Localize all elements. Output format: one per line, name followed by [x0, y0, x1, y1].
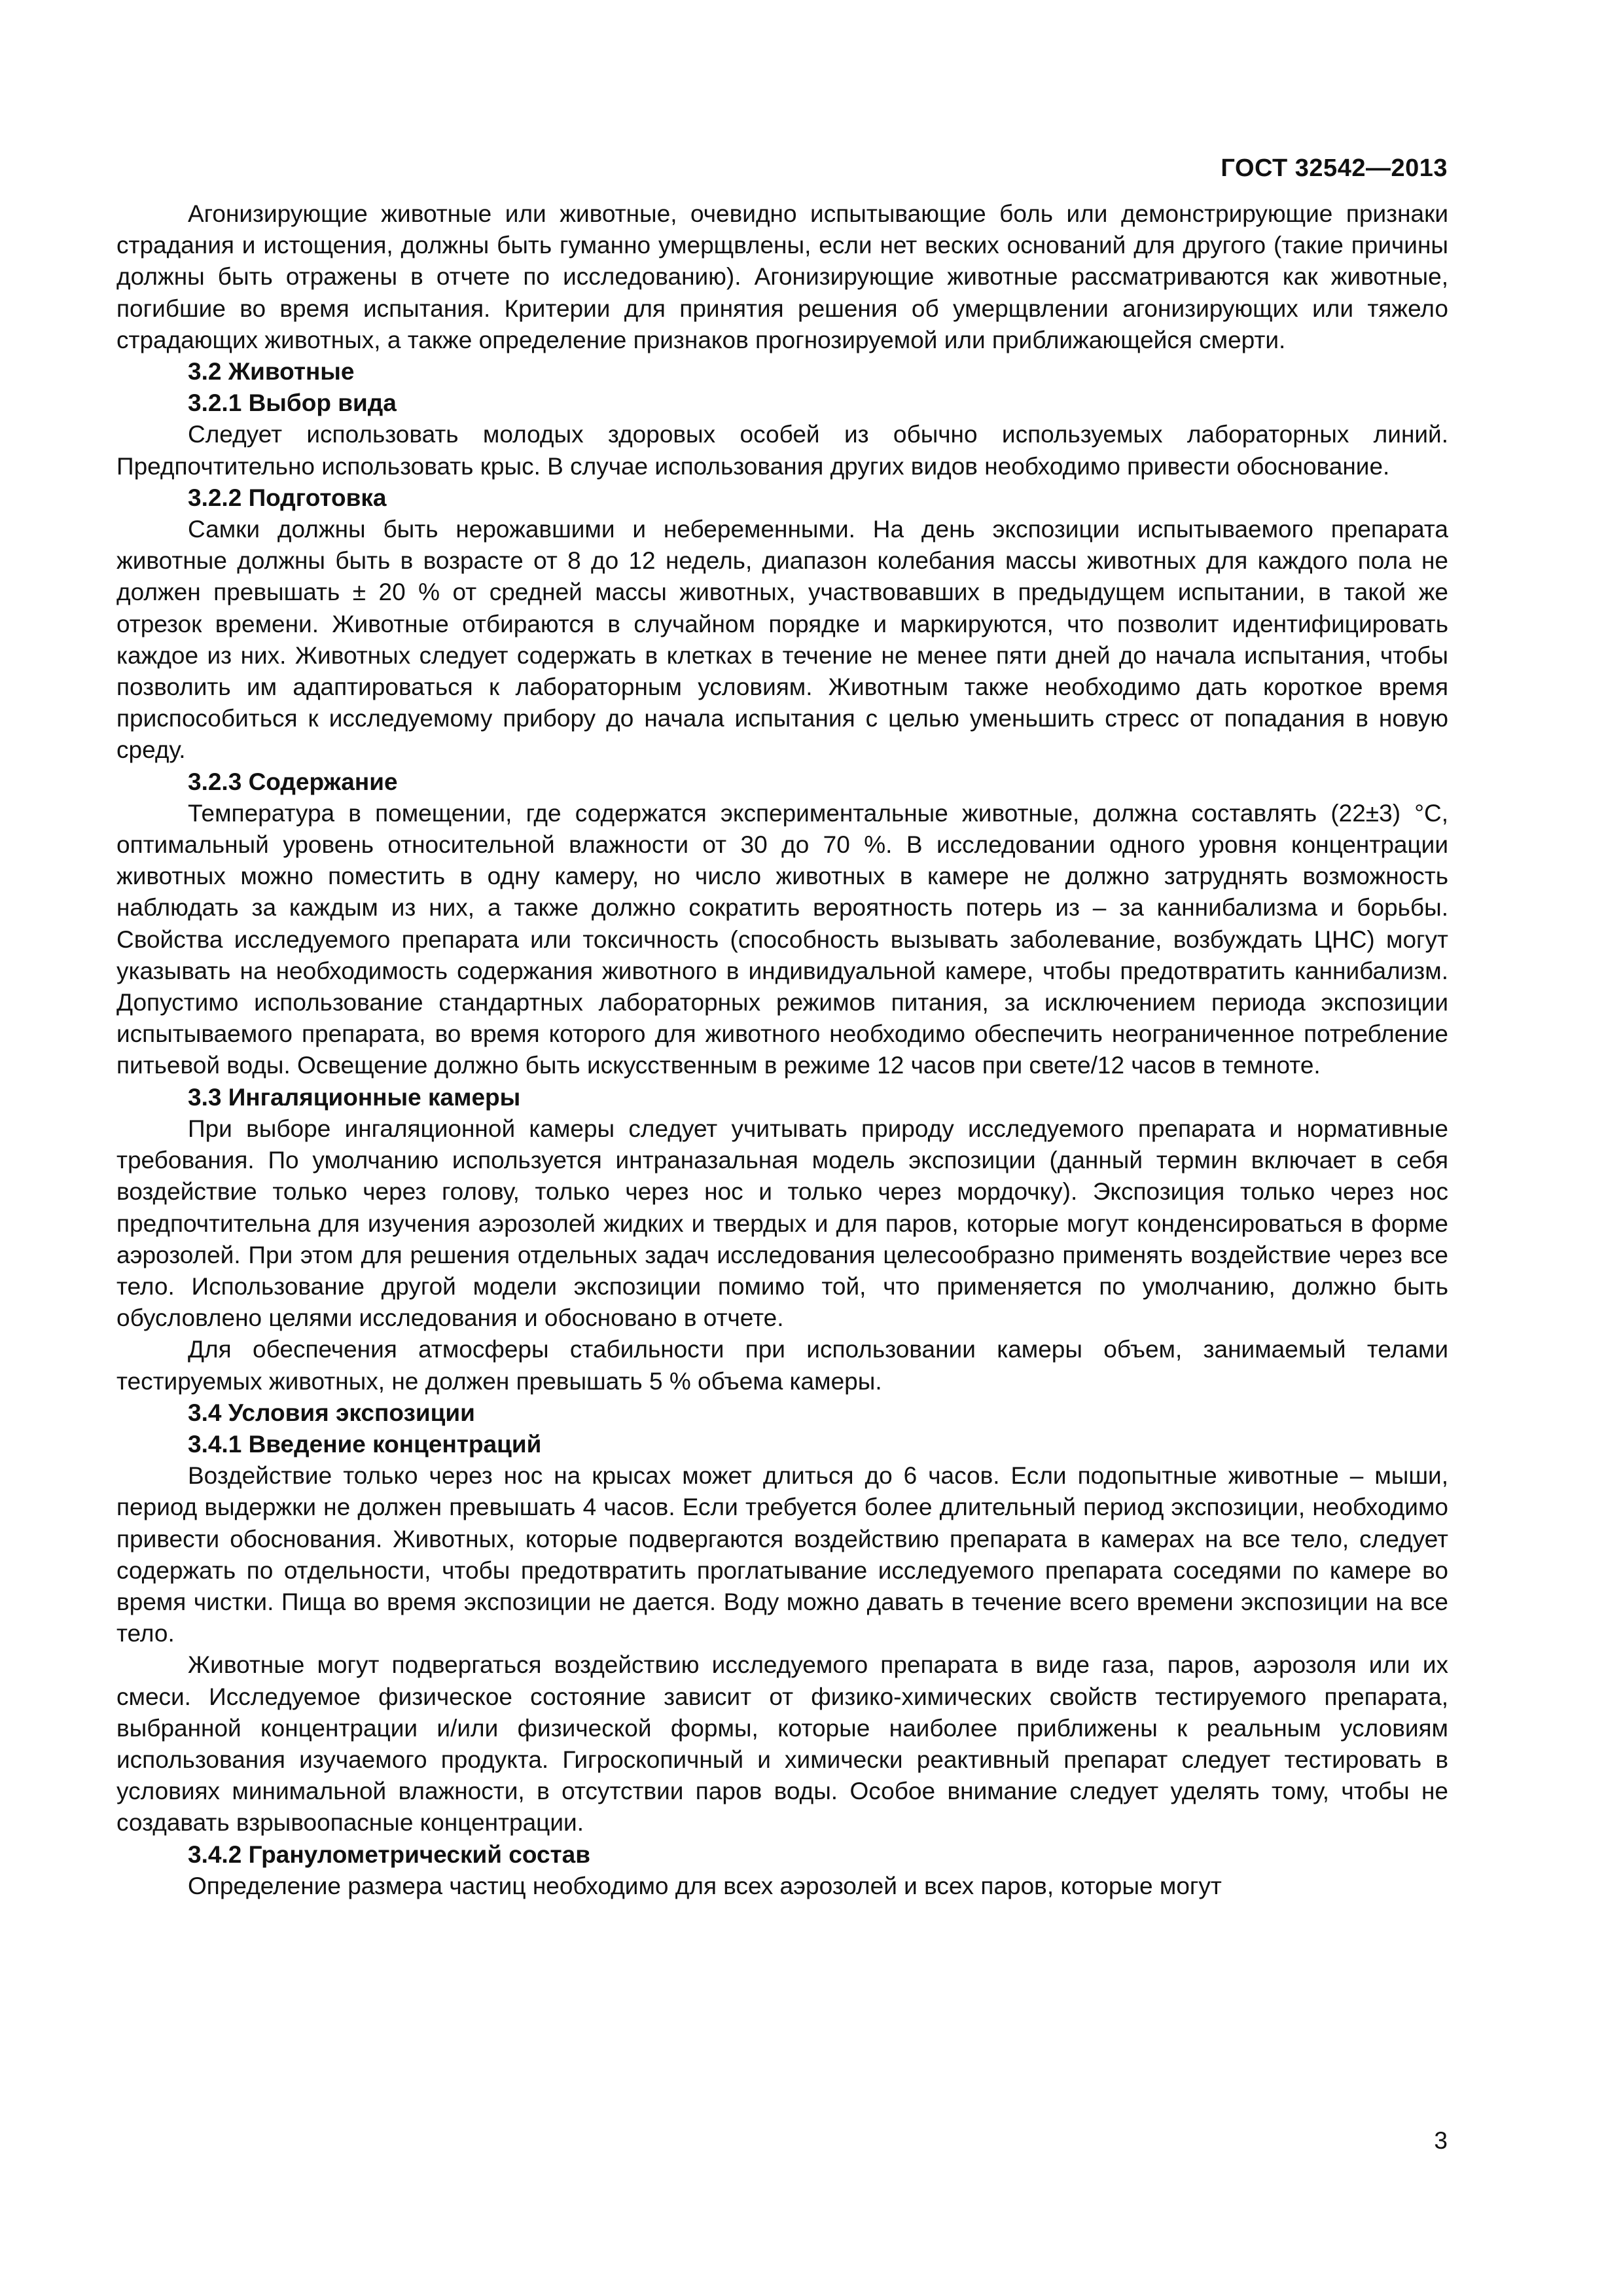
paragraph-3-4-1-a: Воздействие только через нос на крысах может длиться до 6 часов. Если подопытные животные – мыши, период выдержки не должен превышать 4 часов. Если требуется более длительный период экспозиции, необходимо привести обоснования. Животных, которые подвергаются воздействию препарата в камерах на все тело, следует содержать по отдельности, чтобы предотвратить проглатывание исследуемого препарата соседями по камере во время чистки. Пища во время экспозиции не дается. Воду можно давать в течение всего времени экспозиции на все тело. — [116, 1462, 1448, 1647]
paragraph-3-3-b: Для обеспечения атмосферы стабильности при использовании камеры объем, занимаемый телами тестируемых животных, не должен превышать 5 % объема камеры. — [116, 1336, 1448, 1395]
section-heading-3-2: 3.2 Животные — [188, 358, 355, 386]
paragraph-intro: Агонизирующие животные или животные, очевидно испытывающие боль или демонстрирующие признаки страдания и истощения, должны быть гуманно умерщвлены, если нет веских оснований для другого (такие причины должны быть отражены в отчете по исследованию). Агонизирующие животные рассматриваются как животные, погибшие во время испытания. Критерии для принятия решения об умерщвлении агонизирующих или тяжело страдающих животных, а также определение признаков прогнозируемой или приближающейся смерти. — [116, 200, 1448, 353]
section-heading-3-2-2: 3.2.2 Подготовка — [188, 484, 387, 511]
section-heading-3-2-3: 3.2.3 Содержание — [188, 768, 398, 795]
paragraph-3-2-3: Температура в помещении, где содержатся экспериментальные животные, должна составлять (22±3) °С, оптимальный уровень относительной влажности от 30 до 70 %. В исследовании одного уровня концентрации животных можно поместить в одну камеру, но число животных в камере не должно затруднять возможность наблюдать за каждым из них, а также должно сократить вероятность потерь из – за каннибализма и борьбы. Свойства исследуемого препарата или токсичность (способность вызывать заболевание, возбуждать ЦНС) могут указывать на необходимость содержания животного в индивидуальной камере, чтобы предотвратить каннибализм. Допустимо использование стандартных лабораторных режимов питания, за исключением периода экспозиции испытываемого препарата, во время которого для животного необходимо обеспечить неограниченное потребление питьевой воды. Освещение должно быть искусственным в режиме 12 часов при свете/12 часов в темноте. — [116, 799, 1448, 1079]
standard-header: ГОСТ 32542—2013 — [1221, 154, 1448, 182]
paragraph-3-3-a: При выборе ингаляционной камеры следует учитывать природу исследуемого препарата и нормативные требования. По умолчанию используется интраназальная модель экспозиции (данный термин включает в себя воздействие только через голову, только через нос и только через мордочку). Экспозиция только через нос предпочтительна для изучения аэрозолей жидких и твердых и для паров, которые могут конденсироваться в форме аэрозолей. При этом для решения отдельных задач исследования целесообразно применять воздействие через все тело. Использование другой модели экспозиции помимо той, что применяется по умолчанию, должно быть обусловлено целями исследования и обосновано в отчете. — [116, 1115, 1448, 1332]
paragraph-3-2-2: Самки должны быть нерожавшими и небеременными. На день экспозиции испытываемого препарата животные должны быть в возрасте от 8 до 12 недель, диапазон колебания массы животных для каждого пола не должен превышать ± 20 % от средней массы животных, участвовавших в предыдущем испытании, в такой же отрезок времени. Животные отбираются в случайном порядке и маркируются, что позволит идентифицировать каждое из них. Животных следует содержать в клетках в течение не менее пяти дней до начала испытания, чтобы позволить им адаптироваться к лабораторным условиям. Животным также необходимо дать короткое время приспособиться к исследуемому прибору до начала испытания с целью уменьшить стресс от попадания в новую среду. — [116, 516, 1448, 764]
paragraph-3-4-2: Определение размера частиц необходимо для всех аэрозолей и всех паров, которые могут — [188, 1872, 1222, 1899]
section-heading-3-3: 3.3 Ингаляционные камеры — [188, 1083, 521, 1111]
section-heading-3-4: 3.4 Условия экспозиции — [188, 1399, 475, 1426]
document-body — [116, 198, 1448, 1902]
paragraph-3-4-1-b: Животные могут подвергаться воздействию исследуемого препарата в виде газа, паров, аэрозоля или их смеси. Исследуемое физическое состояние зависит от физико-химических свойств тестируемого препарата, выбранной концентрации и/или физической формы, которые наиболее приближены к реальным условиям использования изучаемого продукта. Гигроскопичный и химически реактивный препарат следует тестировать в условиях минимальной влажности, в отсутствии паров воды. Особое внимание следует уделять тому, чтобы не создавать взрывоопасные концентрации. — [116, 1651, 1448, 1837]
section-heading-3-2-1: 3.2.1 Выбор вида — [188, 389, 397, 417]
page-number: 3 — [1434, 2127, 1448, 2154]
paragraph-3-2-1: Следует использовать молодых здоровых особей из обычно используемых лабораторных линий. Предпочтительно использовать крыс. В случае использования других видов необходимо привести обоснование. — [116, 421, 1448, 480]
section-heading-3-4-2: 3.4.2 Гранулометрический состав — [188, 1840, 590, 1868]
section-heading-3-4-1: 3.4.1 Введение концентраций — [188, 1430, 542, 1458]
